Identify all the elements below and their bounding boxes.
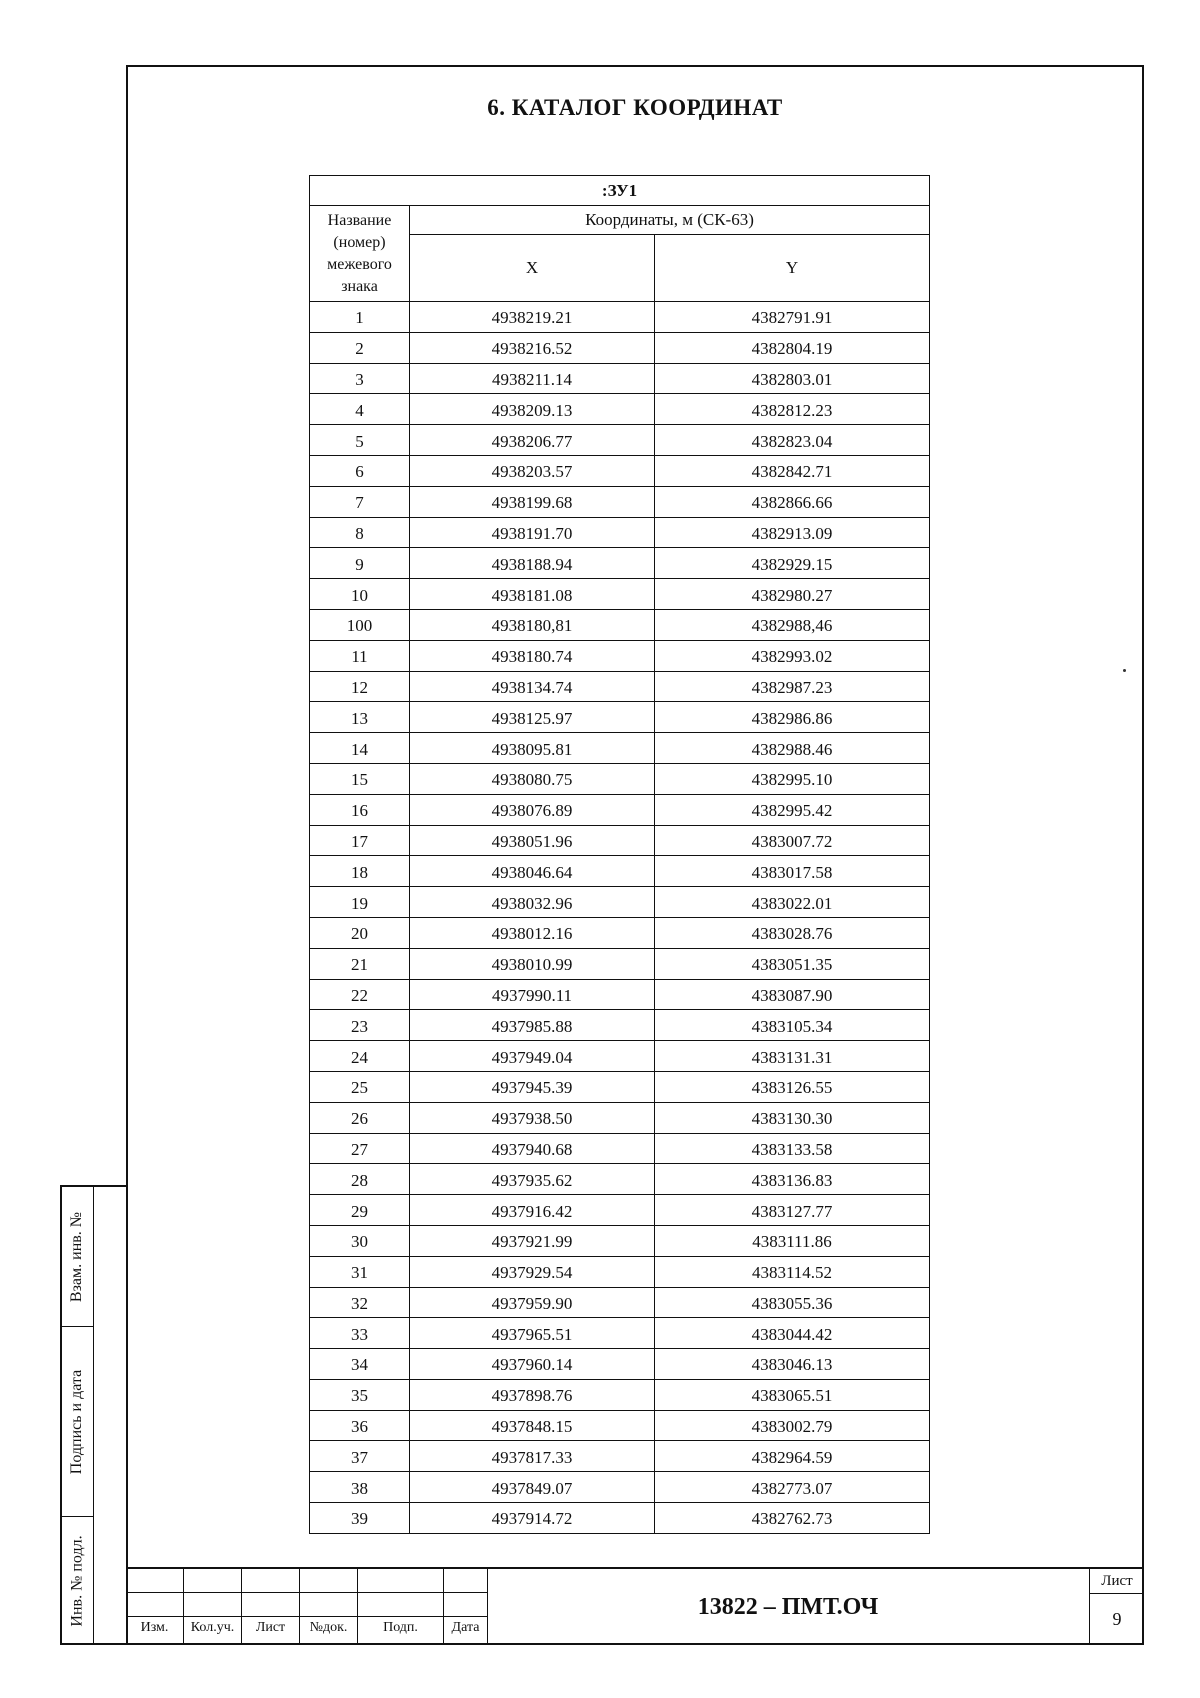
table-row: [310, 394, 930, 425]
point-number-cell: 20: [310, 917, 410, 948]
point-number-cell: 33: [310, 1318, 410, 1349]
y-coordinate-cell: 4383105.34: [655, 1010, 930, 1041]
table-row: [310, 702, 930, 733]
revision-label-izm: Изм.: [126, 1617, 184, 1645]
point-number-cell: 13: [310, 702, 410, 733]
x-coordinate-cell: 4937849.07: [410, 1472, 655, 1503]
x-coordinate-cell: 4938125.97: [410, 702, 655, 733]
x-coordinate-cell: 4938191.70: [410, 517, 655, 548]
x-coordinate-cell: 4937938.50: [410, 1102, 655, 1133]
point-number-cell: 1: [310, 302, 410, 333]
table-row: [310, 1379, 930, 1410]
table-row: [310, 640, 930, 671]
side-podpis-label: Подпись и дата: [68, 1369, 86, 1474]
title-block: [126, 1567, 1144, 1645]
stray-dot: [1123, 669, 1126, 672]
y-coordinate-cell: 4383131.31: [655, 1041, 930, 1072]
point-number-cell: 24: [310, 1041, 410, 1072]
table-row: [310, 363, 930, 394]
x-coordinate-cell: 4937940.68: [410, 1133, 655, 1164]
y-coordinate-cell: 4382988.46: [655, 733, 930, 764]
side-podpis-cell: [62, 1327, 94, 1517]
table-row: [310, 425, 930, 456]
y-coordinate-cell: 4383114.52: [655, 1256, 930, 1287]
point-number-cell: 38: [310, 1472, 410, 1503]
table-row: [310, 1256, 930, 1287]
x-coordinate-cell: 4938095.81: [410, 733, 655, 764]
y-coordinate-cell: 4382842.71: [655, 455, 930, 486]
table-row: [310, 733, 930, 764]
y-coordinate-cell: 4382803.01: [655, 363, 930, 394]
x-coordinate-cell: 4937945.39: [410, 1071, 655, 1102]
point-number-cell: 30: [310, 1225, 410, 1256]
side-stamp: [60, 1185, 126, 1645]
plot-label: :ЗУ1: [310, 176, 930, 206]
y-coordinate-cell: 4382993.02: [655, 640, 930, 671]
table-row: [310, 1071, 930, 1102]
revision-empty-cell: [184, 1593, 242, 1617]
y-coordinate-cell: 4382913.09: [655, 517, 930, 548]
point-number-cell: 37: [310, 1441, 410, 1472]
revision-empty-cell: [242, 1593, 300, 1617]
table-row: [310, 548, 930, 579]
revision-empty-cell: [242, 1569, 300, 1593]
table-row: [310, 302, 930, 333]
table-row: [310, 1133, 930, 1164]
y-coordinate-cell: 4383087.90: [655, 979, 930, 1010]
table-row: [310, 979, 930, 1010]
table-row: [310, 1195, 930, 1226]
point-number-cell: 21: [310, 948, 410, 979]
x-coordinate-cell: 4937916.42: [410, 1195, 655, 1226]
document-code: 13822 – ПМТ.ОЧ: [697, 1593, 879, 1620]
point-number-cell: 35: [310, 1379, 410, 1410]
table-row: [310, 1349, 930, 1380]
table-body: [310, 302, 930, 1534]
y-coordinate-cell: 4382791.91: [655, 302, 930, 333]
x-coordinate-cell: 4937929.54: [410, 1256, 655, 1287]
point-number-cell: 32: [310, 1287, 410, 1318]
point-number-cell: 25: [310, 1071, 410, 1102]
coordinates-table: [309, 175, 930, 1534]
point-number-cell: 2: [310, 332, 410, 363]
x-coordinate-cell: 4938134.74: [410, 671, 655, 702]
point-number-cell: 34: [310, 1349, 410, 1380]
revision-label-list: Лист: [242, 1617, 300, 1645]
point-number-cell: 27: [310, 1133, 410, 1164]
y-coordinate-cell: 4383136.83: [655, 1164, 930, 1195]
revision-grid: [126, 1569, 488, 1645]
table-row: [310, 486, 930, 517]
y-coordinate-cell: 4383130.30: [655, 1102, 930, 1133]
revision-empty-cell: [358, 1593, 444, 1617]
x-coordinate-cell: 4938211.14: [410, 363, 655, 394]
x-coordinate-cell: 4938032.96: [410, 887, 655, 918]
name-column-header: Название (номер) межевого знака: [310, 206, 410, 302]
point-number-cell: 15: [310, 763, 410, 794]
x-coordinate-cell: 4938216.52: [410, 332, 655, 363]
point-number-cell: 16: [310, 794, 410, 825]
y-coordinate-cell: 4382995.42: [655, 794, 930, 825]
x-coordinate-cell: 4938080.75: [410, 763, 655, 794]
point-number-cell: 19: [310, 887, 410, 918]
y-coordinate-cell: 4382823.04: [655, 425, 930, 456]
coords-group-header: Координаты, м (СК-63): [410, 206, 930, 235]
point-number-cell: 3: [310, 363, 410, 394]
y-coordinate-cell: 4382995.10: [655, 763, 930, 794]
y-coordinate-cell: 4382987.23: [655, 671, 930, 702]
revision-empty-cell: [444, 1593, 488, 1617]
table-row: [310, 887, 930, 918]
sheet-number: 9: [1112, 1609, 1122, 1629]
x-coordinate-cell: 4938206.77: [410, 425, 655, 456]
y-coordinate-cell: 4383022.01: [655, 887, 930, 918]
point-number-cell: 5: [310, 425, 410, 456]
point-number-cell: 39: [310, 1503, 410, 1534]
y-coordinate-cell: 4382773.07: [655, 1472, 930, 1503]
table-row: [310, 1164, 930, 1195]
y-coordinate-cell: 4382804.19: [655, 332, 930, 363]
table-row: [310, 948, 930, 979]
revision-label-data: Дата: [444, 1617, 488, 1645]
x-coordinate-cell: 4937949.04: [410, 1041, 655, 1072]
table-row: [310, 794, 930, 825]
x-coordinate-cell: 4937959.90: [410, 1287, 655, 1318]
revision-empty-cell: [300, 1569, 358, 1593]
x-coordinate-cell: 4938203.57: [410, 455, 655, 486]
page-title: 6. КАТАЛОГ КООРДИНАТ: [487, 95, 783, 120]
point-number-cell: 12: [310, 671, 410, 702]
point-number-cell: 23: [310, 1010, 410, 1041]
y-coordinate-cell: 4383133.58: [655, 1133, 930, 1164]
table-row: [310, 1318, 930, 1349]
x-coordinate-cell: 4938180,81: [410, 609, 655, 640]
table-row: [310, 856, 930, 887]
y-coordinate-cell: 4382986.86: [655, 702, 930, 733]
table-row: [310, 517, 930, 548]
point-number-cell: 28: [310, 1164, 410, 1195]
point-number-cell: 11: [310, 640, 410, 671]
x-coordinate-cell: 4937985.88: [410, 1010, 655, 1041]
y-coordinate-cell: 4383028.76: [655, 917, 930, 948]
revision-empty-cell: [444, 1569, 488, 1593]
point-number-cell: 4: [310, 394, 410, 425]
table-row: [310, 1287, 930, 1318]
x-coordinate-cell: 4938219.21: [410, 302, 655, 333]
x-coordinate-cell: 4937898.76: [410, 1379, 655, 1410]
x-coordinate-cell: 4938188.94: [410, 548, 655, 579]
x-coordinate-cell: 4937960.14: [410, 1349, 655, 1380]
side-inv-cell: [62, 1517, 94, 1645]
x-coordinate-cell: 4938209.13: [410, 394, 655, 425]
y-coordinate-cell: 4383065.51: [655, 1379, 930, 1410]
y-coordinate-cell: 4382929.15: [655, 548, 930, 579]
revision-empty-cell: [126, 1593, 184, 1617]
revision-empty-cell: [126, 1569, 184, 1593]
x-coordinate-cell: 4938076.89: [410, 794, 655, 825]
point-number-cell: 36: [310, 1410, 410, 1441]
revision-empty-cell: [300, 1593, 358, 1617]
point-number-cell: 29: [310, 1195, 410, 1226]
table-row: [310, 1225, 930, 1256]
point-number-cell: 18: [310, 856, 410, 887]
y-coordinate-cell: 4383017.58: [655, 856, 930, 887]
y-coordinate-cell: 4382980.27: [655, 579, 930, 610]
y-coordinate-cell: 4382988,46: [655, 609, 930, 640]
x-coordinate-cell: 4937935.62: [410, 1164, 655, 1195]
point-number-cell: 26: [310, 1102, 410, 1133]
y-coordinate-cell: 4383127.77: [655, 1195, 930, 1226]
x-coordinate-cell: 4938180.74: [410, 640, 655, 671]
y-coordinate-cell: 4382866.66: [655, 486, 930, 517]
y-coordinate-cell: 4383055.36: [655, 1287, 930, 1318]
table-row: [310, 917, 930, 948]
y-column-header: Y: [655, 235, 930, 302]
x-coordinate-cell: 4937848.15: [410, 1410, 655, 1441]
y-coordinate-cell: 4383126.55: [655, 1071, 930, 1102]
x-coordinate-cell: 4938199.68: [410, 486, 655, 517]
x-coordinate-cell: 4938046.64: [410, 856, 655, 887]
point-number-cell: 31: [310, 1256, 410, 1287]
x-coordinate-cell: 4938010.99: [410, 948, 655, 979]
table-row: [310, 1410, 930, 1441]
table-row: [310, 1441, 930, 1472]
x-column-header: X: [410, 235, 655, 302]
revision-label-n-dok: №док.: [300, 1617, 358, 1645]
sheet-box: [1089, 1569, 1144, 1645]
x-coordinate-cell: 4937914.72: [410, 1503, 655, 1534]
point-number-cell: 6: [310, 455, 410, 486]
table-row: [310, 1472, 930, 1503]
x-coordinate-cell: 4937921.99: [410, 1225, 655, 1256]
table-row: [310, 1010, 930, 1041]
table-row: [310, 1102, 930, 1133]
y-coordinate-cell: 4382762.73: [655, 1503, 930, 1534]
table-row: [310, 332, 930, 363]
table-row: [310, 825, 930, 856]
point-number-cell: 10: [310, 579, 410, 610]
revision-label-podp: Подп.: [358, 1617, 444, 1645]
sheet-label: Лист: [1090, 1569, 1144, 1594]
x-coordinate-cell: 4938012.16: [410, 917, 655, 948]
x-coordinate-cell: 4938051.96: [410, 825, 655, 856]
side-vzam-label: Взам. инв. №: [68, 1211, 86, 1302]
table-row: [310, 455, 930, 486]
y-coordinate-cell: 4382964.59: [655, 1441, 930, 1472]
y-coordinate-cell: 4383111.86: [655, 1225, 930, 1256]
point-number-cell: 9: [310, 548, 410, 579]
x-coordinate-cell: 4937965.51: [410, 1318, 655, 1349]
side-vzam-cell: [62, 1187, 94, 1327]
point-number-cell: 100: [310, 609, 410, 640]
table-row: [310, 1503, 930, 1534]
point-number-cell: 7: [310, 486, 410, 517]
x-coordinate-cell: 4937990.11: [410, 979, 655, 1010]
x-coordinate-cell: 4938181.08: [410, 579, 655, 610]
y-coordinate-cell: 4383051.35: [655, 948, 930, 979]
point-number-cell: 14: [310, 733, 410, 764]
x-coordinate-cell: 4937817.33: [410, 1441, 655, 1472]
revision-empty-cell: [358, 1569, 444, 1593]
point-number-cell: 17: [310, 825, 410, 856]
table-row: [310, 609, 930, 640]
table-row: [310, 1041, 930, 1072]
revision-label-kol-uch: Кол.уч.: [184, 1617, 242, 1645]
table-row: [310, 671, 930, 702]
side-inv-label: Инв. № подл.: [68, 1535, 86, 1627]
table-row: [310, 579, 930, 610]
y-coordinate-cell: 4383046.13: [655, 1349, 930, 1380]
y-coordinate-cell: 4383002.79: [655, 1410, 930, 1441]
y-coordinate-cell: 4382812.23: [655, 394, 930, 425]
y-coordinate-cell: 4383007.72: [655, 825, 930, 856]
table-row: [310, 763, 930, 794]
point-number-cell: 8: [310, 517, 410, 548]
point-number-cell: 22: [310, 979, 410, 1010]
revision-empty-cell: [184, 1569, 242, 1593]
y-coordinate-cell: 4383044.42: [655, 1318, 930, 1349]
